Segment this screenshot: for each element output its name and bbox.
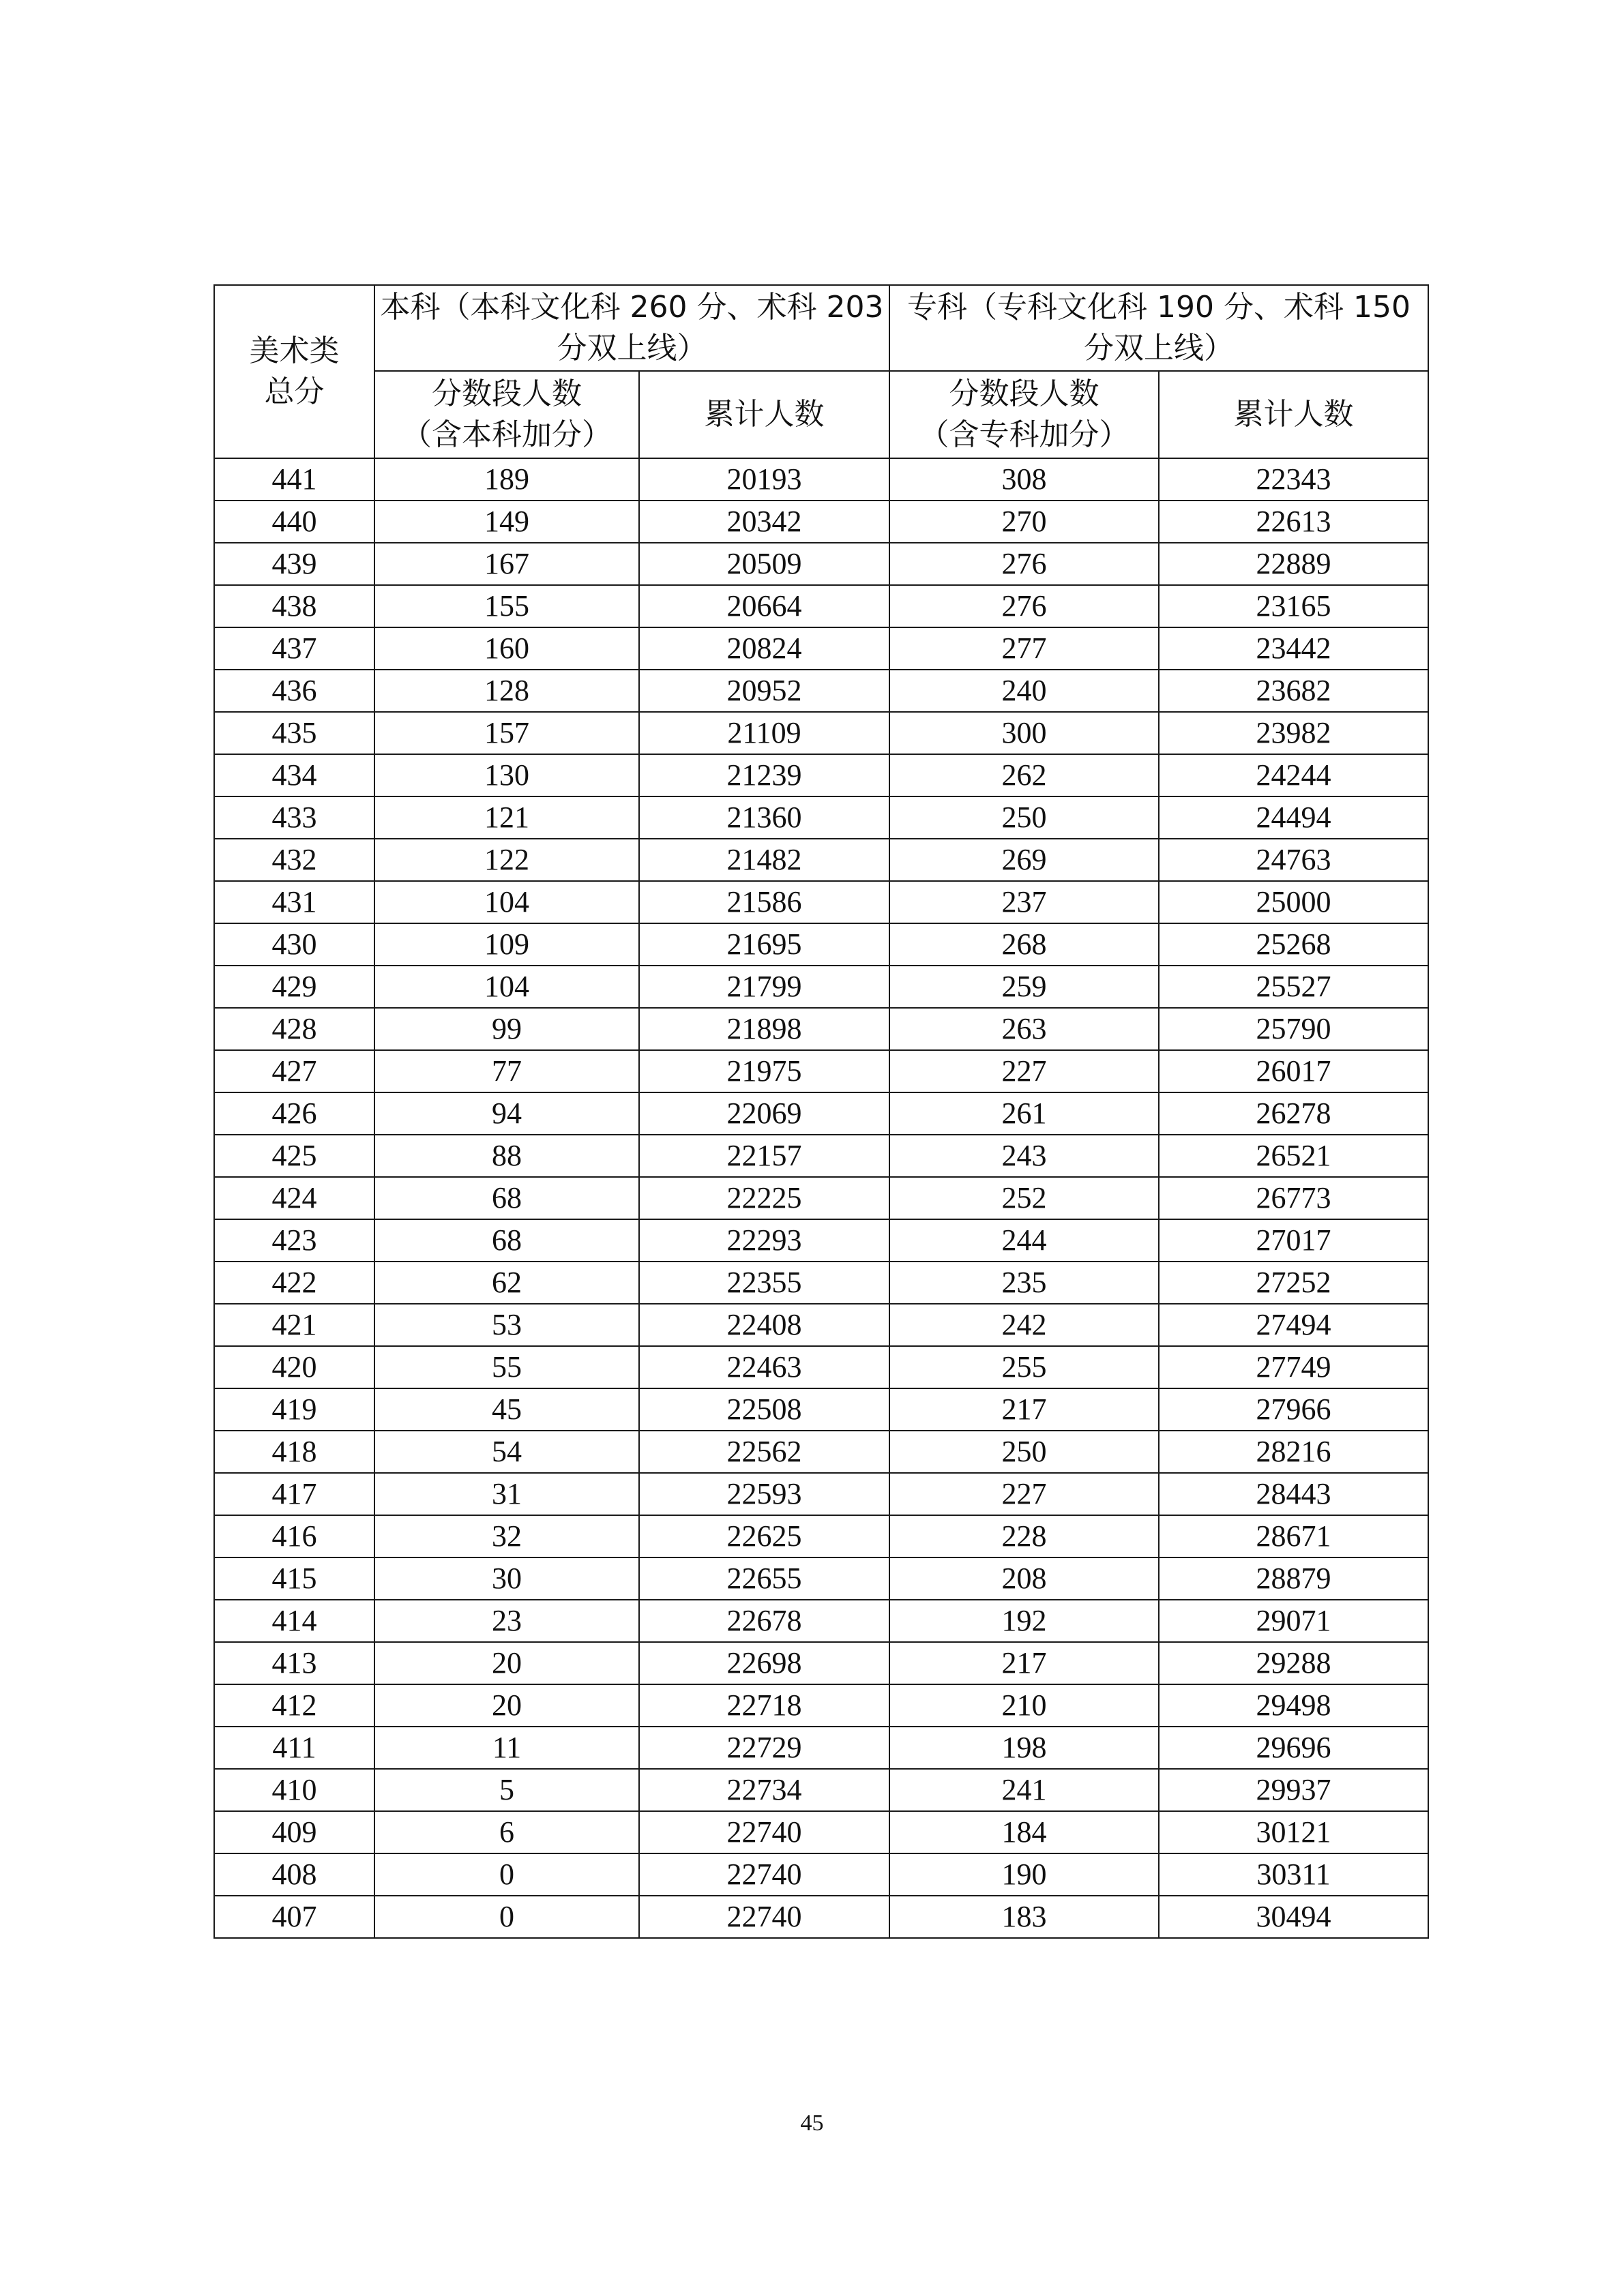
header-total-score-line-1: 美术类 — [249, 333, 340, 368]
cell-total-score: 417 — [214, 1473, 374, 1515]
cell-benke-segment: 0 — [374, 1896, 639, 1938]
cell-zhuanke-cumulative: 29696 — [1159, 1727, 1428, 1769]
cell-benke-cumulative: 20193 — [639, 458, 889, 501]
cell-benke-cumulative: 22593 — [639, 1473, 889, 1515]
cell-zhuanke-cumulative: 23165 — [1159, 585, 1428, 627]
cell-zhuanke-cumulative: 28671 — [1159, 1515, 1428, 1557]
cell-total-score: 412 — [214, 1684, 374, 1727]
cell-total-score: 425 — [214, 1135, 374, 1177]
cell-benke-segment: 128 — [374, 670, 639, 712]
cell-zhuanke-segment: 237 — [889, 881, 1159, 923]
cell-total-score: 435 — [214, 712, 374, 754]
cell-zhuanke-segment: 244 — [889, 1219, 1159, 1262]
cell-benke-segment: 53 — [374, 1304, 639, 1346]
cell-total-score: 418 — [214, 1431, 374, 1473]
cell-zhuanke-segment: 276 — [889, 585, 1159, 627]
cell-benke-segment: 30 — [374, 1557, 639, 1600]
cell-zhuanke-segment: 276 — [889, 543, 1159, 585]
table-row — [214, 839, 1428, 881]
cell-zhuanke-segment: 263 — [889, 1008, 1159, 1050]
header-row-2 — [214, 371, 1428, 458]
cell-zhuanke-cumulative: 25268 — [1159, 923, 1428, 966]
cell-zhuanke-cumulative: 30311 — [1159, 1853, 1428, 1896]
cell-benke-cumulative: 22740 — [639, 1896, 889, 1938]
table-row — [214, 1177, 1428, 1219]
cell-zhuanke-segment: 241 — [889, 1769, 1159, 1811]
cell-benke-cumulative: 22740 — [639, 1853, 889, 1896]
cell-zhuanke-cumulative: 22343 — [1159, 458, 1428, 501]
cell-total-score: 440 — [214, 501, 374, 543]
cell-total-score: 441 — [214, 458, 374, 501]
table-row — [214, 1135, 1428, 1177]
cell-benke-segment: 55 — [374, 1346, 639, 1388]
header-total-score-line-2: 总分 — [264, 374, 325, 409]
table-row — [214, 1473, 1428, 1515]
cell-benke-cumulative: 22225 — [639, 1177, 889, 1219]
cell-benke-cumulative: 22069 — [639, 1092, 889, 1135]
cell-benke-cumulative: 20664 — [639, 585, 889, 627]
cell-benke-segment: 11 — [374, 1727, 639, 1769]
cell-benke-cumulative: 22718 — [639, 1684, 889, 1727]
cell-total-score: 410 — [214, 1769, 374, 1811]
header-benke-line-1: 本科（本科文化科 260 分、术科 203 — [380, 290, 884, 325]
header-benke — [374, 285, 889, 371]
cell-benke-cumulative: 21239 — [639, 754, 889, 796]
cell-total-score: 438 — [214, 585, 374, 627]
cell-zhuanke-cumulative: 28443 — [1159, 1473, 1428, 1515]
cell-benke-segment: 77 — [374, 1050, 639, 1092]
cell-benke-segment: 31 — [374, 1473, 639, 1515]
cell-zhuanke-cumulative: 25000 — [1159, 881, 1428, 923]
cell-benke-cumulative: 22355 — [639, 1262, 889, 1304]
cell-zhuanke-cumulative: 27749 — [1159, 1346, 1428, 1388]
table-row — [214, 1219, 1428, 1262]
cell-benke-cumulative: 22740 — [639, 1811, 889, 1853]
table-row — [214, 754, 1428, 796]
cell-zhuanke-segment: 183 — [889, 1896, 1159, 1938]
cell-total-score: 429 — [214, 966, 374, 1008]
cell-zhuanke-segment: 300 — [889, 712, 1159, 754]
cell-total-score: 430 — [214, 923, 374, 966]
cell-zhuanke-cumulative: 26521 — [1159, 1135, 1428, 1177]
cell-zhuanke-segment: 259 — [889, 966, 1159, 1008]
table-row — [214, 670, 1428, 712]
cell-zhuanke-cumulative: 25790 — [1159, 1008, 1428, 1050]
table-row — [214, 1431, 1428, 1473]
cell-zhuanke-cumulative: 27017 — [1159, 1219, 1428, 1262]
cell-zhuanke-cumulative: 23442 — [1159, 627, 1428, 670]
table-row — [214, 1515, 1428, 1557]
cell-zhuanke-segment: 208 — [889, 1557, 1159, 1600]
cell-total-score: 434 — [214, 754, 374, 796]
table-row — [214, 796, 1428, 839]
cell-benke-segment: 68 — [374, 1177, 639, 1219]
header-zhuanke-cumulative: 累计人数 — [1159, 371, 1428, 458]
table-row — [214, 543, 1428, 585]
cell-zhuanke-cumulative: 30494 — [1159, 1896, 1428, 1938]
cell-benke-segment: 122 — [374, 839, 639, 881]
cell-total-score: 437 — [214, 627, 374, 670]
cell-zhuanke-segment: 250 — [889, 796, 1159, 839]
cell-benke-cumulative: 21586 — [639, 881, 889, 923]
cell-zhuanke-segment: 269 — [889, 839, 1159, 881]
cell-zhuanke-segment: 217 — [889, 1388, 1159, 1431]
header-zhuanke-segment-line-2: （含专科加分） — [919, 417, 1130, 452]
cell-zhuanke-segment: 250 — [889, 1431, 1159, 1473]
cell-benke-segment: 160 — [374, 627, 639, 670]
cell-benke-cumulative: 21482 — [639, 839, 889, 881]
cell-zhuanke-segment: 217 — [889, 1642, 1159, 1684]
cell-benke-segment: 62 — [374, 1262, 639, 1304]
cell-zhuanke-segment: 308 — [889, 458, 1159, 501]
cell-zhuanke-cumulative: 23682 — [1159, 670, 1428, 712]
cell-benke-segment: 109 — [374, 923, 639, 966]
cell-benke-segment: 94 — [374, 1092, 639, 1135]
table-row — [214, 458, 1428, 501]
cell-benke-segment: 68 — [374, 1219, 639, 1262]
cell-zhuanke-segment: 227 — [889, 1050, 1159, 1092]
table-row — [214, 585, 1428, 627]
cell-zhuanke-segment: 210 — [889, 1684, 1159, 1727]
cell-total-score: 413 — [214, 1642, 374, 1684]
cell-zhuanke-cumulative: 29071 — [1159, 1600, 1428, 1642]
cell-zhuanke-cumulative: 27966 — [1159, 1388, 1428, 1431]
table-row — [214, 712, 1428, 754]
cell-benke-cumulative: 22678 — [639, 1600, 889, 1642]
cell-zhuanke-cumulative: 26278 — [1159, 1092, 1428, 1135]
cell-zhuanke-cumulative: 26773 — [1159, 1177, 1428, 1219]
cell-benke-cumulative: 20952 — [639, 670, 889, 712]
cell-benke-cumulative: 22408 — [639, 1304, 889, 1346]
cell-benke-cumulative: 22293 — [639, 1219, 889, 1262]
cell-benke-cumulative: 21799 — [639, 966, 889, 1008]
header-benke-segment-line-2: （含本科加分） — [402, 417, 612, 452]
cell-total-score: 420 — [214, 1346, 374, 1388]
cell-total-score: 421 — [214, 1304, 374, 1346]
table-row — [214, 1050, 1428, 1092]
header-zhuanke-line-2: 分双上线） — [1084, 331, 1234, 366]
cell-benke-segment: 189 — [374, 458, 639, 501]
cell-benke-cumulative: 22463 — [639, 1346, 889, 1388]
table-row — [214, 1600, 1428, 1642]
cell-benke-cumulative: 22562 — [639, 1431, 889, 1473]
cell-zhuanke-segment: 261 — [889, 1092, 1159, 1135]
cell-total-score: 416 — [214, 1515, 374, 1557]
cell-benke-segment: 20 — [374, 1642, 639, 1684]
header-zhuanke-line-1: 专科（专科文化科 190 分、术科 150 — [907, 290, 1411, 325]
cell-zhuanke-cumulative: 29288 — [1159, 1642, 1428, 1684]
cell-zhuanke-segment: 190 — [889, 1853, 1159, 1896]
cell-zhuanke-cumulative: 22889 — [1159, 543, 1428, 585]
cell-zhuanke-segment: 268 — [889, 923, 1159, 966]
cell-benke-segment: 149 — [374, 501, 639, 543]
table-row — [214, 501, 1428, 543]
cell-benke-segment: 130 — [374, 754, 639, 796]
cell-zhuanke-segment: 235 — [889, 1262, 1159, 1304]
header-total-score — [214, 285, 374, 458]
cell-zhuanke-cumulative: 28879 — [1159, 1557, 1428, 1600]
cell-benke-segment: 104 — [374, 966, 639, 1008]
cell-benke-segment: 121 — [374, 796, 639, 839]
cell-benke-segment: 45 — [374, 1388, 639, 1431]
cell-total-score: 422 — [214, 1262, 374, 1304]
cell-zhuanke-cumulative: 22613 — [1159, 501, 1428, 543]
table-row — [214, 1346, 1428, 1388]
cell-benke-cumulative: 21975 — [639, 1050, 889, 1092]
cell-zhuanke-cumulative: 30121 — [1159, 1811, 1428, 1853]
cell-benke-cumulative: 22655 — [639, 1557, 889, 1600]
cell-benke-segment: 167 — [374, 543, 639, 585]
cell-benke-segment: 54 — [374, 1431, 639, 1473]
cell-benke-segment: 157 — [374, 712, 639, 754]
cell-zhuanke-segment: 255 — [889, 1346, 1159, 1388]
cell-benke-cumulative: 22698 — [639, 1642, 889, 1684]
header-benke-cumulative: 累计人数 — [639, 371, 889, 458]
cell-zhuanke-cumulative: 29498 — [1159, 1684, 1428, 1727]
cell-benke-cumulative: 22729 — [639, 1727, 889, 1769]
cell-total-score: 428 — [214, 1008, 374, 1050]
cell-total-score: 433 — [214, 796, 374, 839]
cell-total-score: 431 — [214, 881, 374, 923]
cell-benke-segment: 0 — [374, 1853, 639, 1896]
cell-total-score: 408 — [214, 1853, 374, 1896]
cell-benke-segment: 104 — [374, 881, 639, 923]
cell-total-score: 432 — [214, 839, 374, 881]
cell-benke-cumulative: 21695 — [639, 923, 889, 966]
page-number: 45 — [800, 2111, 824, 2136]
cell-zhuanke-segment: 242 — [889, 1304, 1159, 1346]
cell-benke-cumulative: 20824 — [639, 627, 889, 670]
cell-zhuanke-segment: 198 — [889, 1727, 1159, 1769]
table-row — [214, 923, 1428, 966]
table-row — [214, 627, 1428, 670]
cell-benke-segment: 23 — [374, 1600, 639, 1642]
cell-benke-cumulative: 21109 — [639, 712, 889, 754]
cell-zhuanke-segment: 277 — [889, 627, 1159, 670]
cell-zhuanke-segment: 252 — [889, 1177, 1159, 1219]
cell-total-score: 411 — [214, 1727, 374, 1769]
cell-zhuanke-cumulative: 24494 — [1159, 796, 1428, 839]
table-row — [214, 1388, 1428, 1431]
table-row — [214, 1896, 1428, 1938]
table-row — [214, 1262, 1428, 1304]
table-row — [214, 1092, 1428, 1135]
cell-total-score: 409 — [214, 1811, 374, 1853]
cell-zhuanke-cumulative: 28216 — [1159, 1431, 1428, 1473]
cell-benke-segment: 6 — [374, 1811, 639, 1853]
cell-zhuanke-cumulative: 26017 — [1159, 1050, 1428, 1092]
cell-benke-cumulative: 21360 — [639, 796, 889, 839]
table-row — [214, 966, 1428, 1008]
cell-zhuanke-segment: 184 — [889, 1811, 1159, 1853]
cell-zhuanke-cumulative: 23982 — [1159, 712, 1428, 754]
table-row — [214, 1727, 1428, 1769]
cell-total-score: 426 — [214, 1092, 374, 1135]
cell-benke-cumulative: 22625 — [639, 1515, 889, 1557]
cell-zhuanke-segment: 227 — [889, 1473, 1159, 1515]
cell-benke-cumulative: 20509 — [639, 543, 889, 585]
cell-benke-cumulative: 21898 — [639, 1008, 889, 1050]
cell-benke-segment: 32 — [374, 1515, 639, 1557]
header-row-1 — [214, 285, 1428, 371]
header-benke-segment — [374, 371, 639, 458]
table-row — [214, 1811, 1428, 1853]
cell-total-score: 436 — [214, 670, 374, 712]
cell-total-score: 419 — [214, 1388, 374, 1431]
table-row — [214, 1008, 1428, 1050]
cell-total-score: 427 — [214, 1050, 374, 1092]
header-zhuanke-segment-line-1: 分数段人数 — [949, 376, 1099, 411]
table-row — [214, 1304, 1428, 1346]
cell-total-score: 407 — [214, 1896, 374, 1938]
cell-benke-segment: 88 — [374, 1135, 639, 1177]
cell-benke-cumulative: 22157 — [639, 1135, 889, 1177]
cell-zhuanke-segment: 240 — [889, 670, 1159, 712]
cell-total-score: 423 — [214, 1219, 374, 1262]
cell-benke-cumulative: 22734 — [639, 1769, 889, 1811]
table-header — [214, 285, 1428, 458]
table-body — [214, 458, 1428, 1938]
table-row — [214, 1684, 1428, 1727]
cell-zhuanke-segment: 228 — [889, 1515, 1159, 1557]
header-benke-line-2: 分双上线） — [557, 331, 707, 366]
cell-total-score: 414 — [214, 1600, 374, 1642]
cell-benke-segment: 99 — [374, 1008, 639, 1050]
cell-zhuanke-cumulative: 25527 — [1159, 966, 1428, 1008]
cell-zhuanke-cumulative: 24763 — [1159, 839, 1428, 881]
cell-zhuanke-cumulative: 27494 — [1159, 1304, 1428, 1346]
cell-benke-cumulative: 22508 — [639, 1388, 889, 1431]
header-zhuanke-segment — [889, 371, 1159, 458]
table-row — [214, 1557, 1428, 1600]
table-row — [214, 1769, 1428, 1811]
cell-benke-segment: 155 — [374, 585, 639, 627]
table-row — [214, 1642, 1428, 1684]
table-row — [214, 1853, 1428, 1896]
cell-benke-cumulative: 20342 — [639, 501, 889, 543]
cell-total-score: 415 — [214, 1557, 374, 1600]
header-benke-segment-line-1: 分数段人数 — [432, 376, 582, 411]
cell-benke-segment: 20 — [374, 1684, 639, 1727]
cell-zhuanke-segment: 243 — [889, 1135, 1159, 1177]
table-row — [214, 881, 1428, 923]
cell-zhuanke-segment: 192 — [889, 1600, 1159, 1642]
cell-zhuanke-cumulative: 27252 — [1159, 1262, 1428, 1304]
cell-zhuanke-segment: 262 — [889, 754, 1159, 796]
cell-total-score: 439 — [214, 543, 374, 585]
header-zhuanke — [889, 285, 1428, 371]
cell-benke-segment: 5 — [374, 1769, 639, 1811]
cell-zhuanke-cumulative: 29937 — [1159, 1769, 1428, 1811]
score-distribution-table — [213, 284, 1429, 1939]
cell-zhuanke-cumulative: 24244 — [1159, 754, 1428, 796]
cell-total-score: 424 — [214, 1177, 374, 1219]
cell-zhuanke-segment: 270 — [889, 501, 1159, 543]
